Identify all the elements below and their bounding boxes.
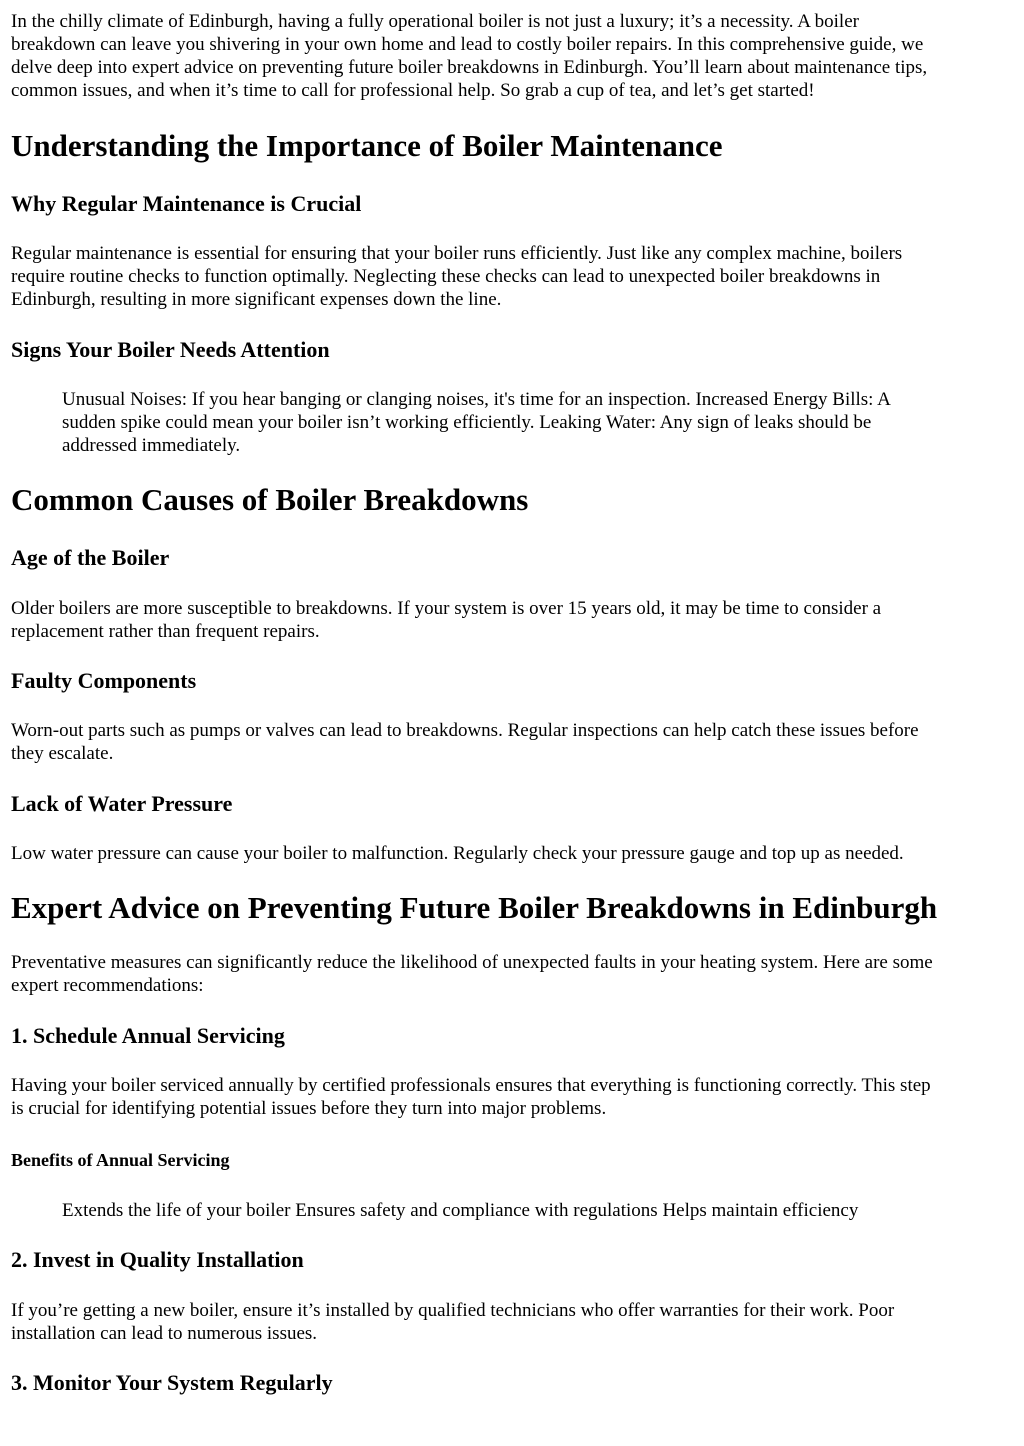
list-text-line: addressed immediately. (62, 435, 241, 456)
text-line: installation can lead to numerous issues. (11, 1323, 318, 1344)
paragraph-expert-intro (11, 951, 933, 997)
list-text-line: sudden spike could mean your boiler isn’t working efficiently. Leaking Water: Any sign of leaks should be (62, 412, 872, 433)
intro-paragraph (11, 10, 927, 102)
section-heading-maintenance-importance: Understanding the Importance of Boiler Maintenance (11, 128, 723, 163)
subheading-monitor-system: 3. Monitor Your System Regularly (11, 1370, 333, 1395)
subheading-signs-attention: Signs Your Boiler Needs Attention (11, 337, 330, 362)
subheading-annual-servicing: 1. Schedule Annual Servicing (11, 1023, 285, 1048)
text-line: Regular maintenance is essential for ensuring that your boiler runs efficiently. Just like any complex machine, boilers (11, 243, 903, 264)
paragraph-age-of-boiler (11, 597, 881, 643)
text-line: Low water pressure can cause your boiler to malfunction. Regularly check your pressure gauge and top up as needed. (11, 843, 904, 864)
text-line: they escalate. (11, 743, 114, 764)
text-line: expert recommendations: (11, 975, 204, 996)
text-line: require routine checks to function optimally. Neglecting these checks can lead to unexpected boiler breakdowns in (11, 266, 881, 287)
list-text-line: Unusual Noises: If you hear banging or clanging noises, it's time for an inspection. Increased Energy Bills: A (62, 389, 891, 410)
subheading-quality-installation: 2. Invest in Quality Installation (11, 1247, 304, 1272)
paragraph-why-maintenance (11, 242, 902, 311)
subheading-faulty-components: Faulty Components (11, 668, 197, 693)
text-line: delve deep into expert advice on preventing future boiler breakdowns in Edinburgh. You’ll learn about maintenance tips, (11, 57, 928, 78)
subheading-why-maintenance: Why Regular Maintenance is Crucial (11, 191, 362, 216)
list-benefits-servicing (62, 1199, 858, 1222)
subheading-water-pressure: Lack of Water Pressure (11, 791, 233, 816)
list-text-line: Extends the life of your boiler Ensures safety and compliance with regulations Helps maintain efficiency (62, 1200, 859, 1221)
text-line: Having your boiler serviced annually by certified professionals ensures that everything is functioning correctly. This step (11, 1075, 931, 1096)
paragraph-water-pressure (11, 842, 904, 865)
paragraph-annual-servicing (11, 1074, 931, 1120)
text-line: If you’re getting a new boiler, ensure it’s installed by qualified technicians who offer warranties for their work. Poor (11, 1300, 895, 1321)
text-line: Edinburgh, resulting in more significant expenses down the line. (11, 289, 502, 310)
text-line: Preventative measures can significantly reduce the likelihood of unexpected faults in your heating system. Here are some (11, 952, 933, 973)
section-heading-common-causes: Common Causes of Boiler Breakdowns (11, 482, 529, 517)
subheading-age-of-boiler: Age of the Boiler (11, 545, 170, 570)
text-line: Older boilers are more susceptible to breakdowns. If your system is over 15 years old, it may be time to consider a (11, 598, 882, 619)
text-line: Worn-out parts such as pumps or valves can lead to breakdowns. Regular inspections can help catch these issues before (11, 720, 919, 741)
text-line: In the chilly climate of Edinburgh, having a fully operational boiler is not just a luxury; it’s a necessity. A boiler (11, 11, 859, 32)
text-line: common issues, and when it’s time to call for professional help. So grab a cup of tea, and let’s get started! (11, 80, 815, 101)
text-line: is crucial for identifying potential issues before they turn into major problems. (11, 1098, 607, 1119)
list-signs-attention (62, 388, 891, 457)
text-line: replacement rather than frequent repairs. (11, 621, 320, 642)
subheading-benefits-servicing: Benefits of Annual Servicing (11, 1150, 230, 1170)
paragraph-faulty-components (11, 719, 919, 765)
section-heading-expert-advice: Expert Advice on Preventing Future Boiler Breakdowns in Edinburgh (11, 890, 938, 925)
paragraph-quality-installation (11, 1299, 894, 1345)
text-line: breakdown can leave you shivering in your own home and lead to costly boiler repairs. In this comprehensive guide, we (11, 34, 924, 55)
